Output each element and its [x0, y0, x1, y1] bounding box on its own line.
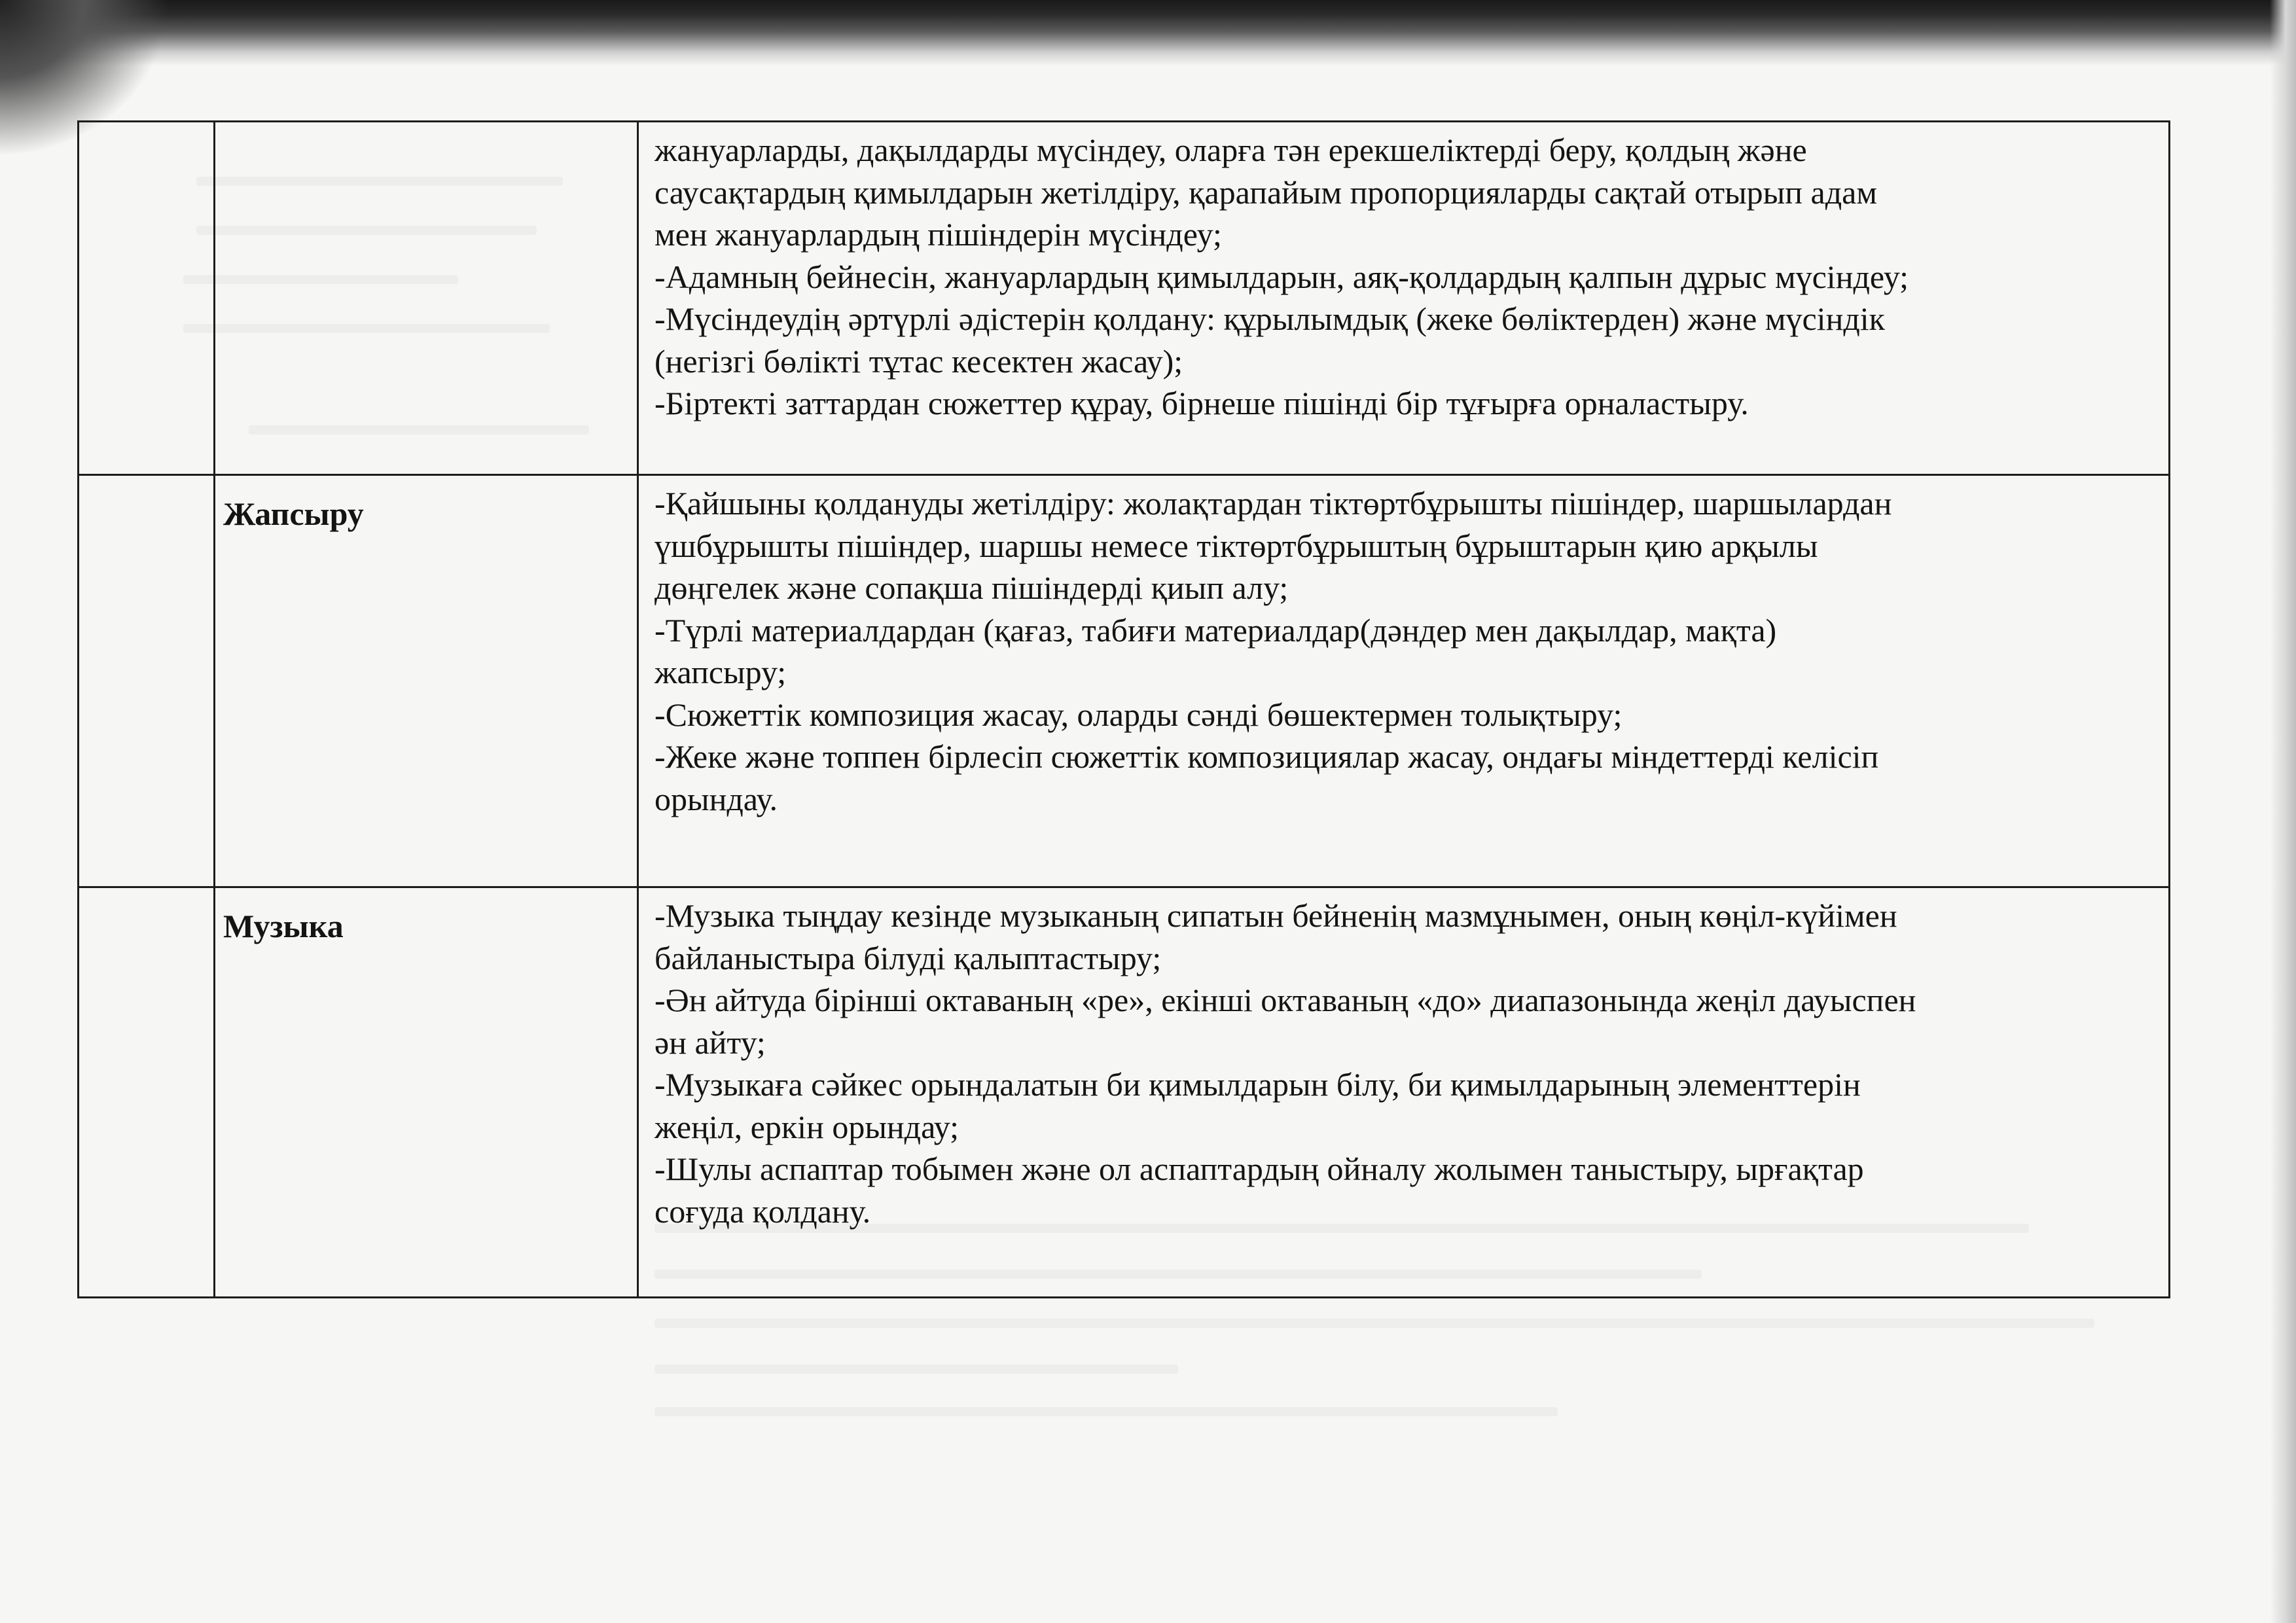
subject-label: Жапсыру — [223, 495, 364, 532]
content-line: соғуда қолдану. — [655, 1192, 871, 1230]
content-line: жануарларды, дақылдарды мүсіндеу, оларға тән ерекшеліктерді беру, қолдың және — [655, 132, 1807, 168]
blank-cell — [79, 122, 215, 475]
subject-cell — [215, 122, 638, 475]
subject-label — [215, 122, 637, 139]
scan-shadow-top — [0, 0, 2296, 65]
content-line: ән айту; — [655, 1024, 766, 1061]
content-line: жеңіл, еркін орындау; — [655, 1108, 959, 1145]
bleed-through — [655, 1364, 1178, 1374]
content-line: -Ән айтуда бірінші октаваның «ре», екінші октаваның «до» диапазонында жеңіл дауыспен — [655, 982, 1916, 1018]
scan-shadow-right — [2270, 0, 2296, 1623]
curriculum-table — [77, 120, 2170, 1298]
content-line: байланыстыра білуді қалыптастыру; — [655, 939, 1162, 976]
subject-cell — [215, 887, 638, 1298]
content-line: -Музыка тыңдау кезінде музыканың сипатын бейненің мазмұнымен, оның көңіл-күйімен — [655, 897, 1897, 934]
table-row — [79, 475, 2170, 887]
content-cell — [638, 475, 2170, 887]
content-line: үшбұрышты пішіндер, шаршы немесе тіктөртбұрыштың бұрыштарын қию арқылы — [655, 527, 1818, 564]
bleed-through — [655, 1407, 1558, 1416]
content-line: -Түрлі материалдардан (қағаз, табиғи материалдар(дәндер мен дақылдар, мақта) — [655, 611, 1777, 649]
content-line: (негізгі бөлікті тұтас кесектен жасау); — [655, 342, 1183, 380]
content-line: жапсыру; — [655, 654, 787, 690]
subject-cell — [215, 475, 638, 887]
content-line: дөңгелек және сопақша пішіндерді қиып алу; — [655, 569, 1289, 606]
blank-cell — [79, 475, 215, 887]
content-line: -Біртекті заттардан сюжеттер құрау, бірнеше пішінді бір тұғырға орналастыру. — [655, 385, 1749, 421]
content-cell — [638, 122, 2170, 475]
content-line: -Музыкаға сәйкес орындалатын би қимылдарын білу, би қимылдарының элементтерін — [655, 1066, 1861, 1103]
content-line: -Адамның бейнесін, жануарлардың қимылдарын, аяқ-қолдардың қалпын дұрыс мүсіндеу; — [655, 258, 1909, 295]
content-line: орындау. — [655, 780, 778, 817]
table-row — [79, 887, 2170, 1298]
content-cell — [638, 887, 2170, 1298]
content-line: -Сюжеттік композиция жасау, оларды сәнді бөшектермен толықтыру; — [655, 696, 1623, 733]
content-line: мен жануарлардың пішіндерін мүсіндеу; — [655, 216, 1222, 253]
content-line: -Қайшыны қолдануды жетілдіру: жолақтардан тіктөртбұрышты пішіндер, шаршылардан — [655, 485, 1892, 522]
subject-label: Музыка — [223, 908, 344, 944]
content-line: -Мүсіндеудің әртүрлі әдістерін қолдану: құрылымдық (жеке бөліктерден) және мүсіндік — [655, 300, 1885, 337]
blank-cell — [79, 887, 215, 1298]
content-line: саусақтардың қимылдарын жетілдіру, қарапайым пропорцияларды сақтай отырып адам — [655, 173, 1877, 211]
table-row — [79, 122, 2170, 475]
bleed-through — [655, 1319, 2094, 1328]
content-line: -Шулы аспаптар тобымен және ол аспаптардың ойналу жолымен таныстыру, ырғақтар — [655, 1150, 1864, 1187]
content-line: -Жеке және топпен бірлесіп сюжеттік композициялар жасау, ондағы міндеттерді келісіп — [655, 738, 1879, 775]
